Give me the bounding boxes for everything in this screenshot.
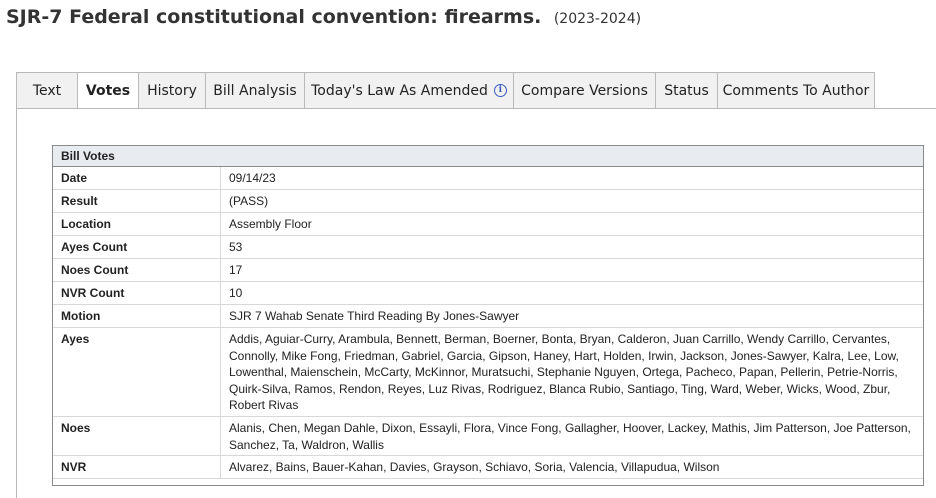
row-label: NVR Count: [53, 282, 221, 304]
row-label: Ayes: [53, 328, 221, 416]
tab-label: Compare Versions: [521, 82, 648, 99]
row-label: Date: [53, 167, 221, 189]
tab-label: History: [147, 82, 197, 99]
tab-comments-to-author[interactable]: [718, 72, 875, 109]
tab-text[interactable]: [16, 72, 78, 109]
row-label: Motion: [53, 305, 221, 327]
tab-label: Votes: [85, 82, 131, 99]
session-label: (2023-2024): [553, 11, 642, 27]
nvr-count: 10: [229, 286, 243, 300]
vote-location: Assembly Floor: [229, 217, 312, 231]
tab-label: Today's Law As Amended: [311, 82, 488, 99]
tab-label: Text: [32, 82, 62, 99]
tab-label: Status: [664, 82, 709, 99]
tab-label: Bill Analysis: [213, 82, 297, 99]
page-title-row: [6, 6, 641, 28]
tab-history[interactable]: [139, 72, 206, 109]
table-row-nvr-count: [53, 282, 923, 305]
tab-label: Comments To Author: [722, 82, 870, 99]
row-label: Noes Count: [53, 259, 221, 281]
table-row-location: [53, 213, 923, 236]
vote-date: 09/14/23: [229, 171, 276, 185]
row-label: NVR: [53, 456, 221, 478]
row-label: Result: [53, 190, 221, 212]
vote-result: (PASS): [229, 194, 269, 208]
table-row-noes: [53, 417, 923, 456]
info-icon[interactable]: i: [494, 84, 507, 97]
bill-votes-header: Bill Votes: [53, 146, 923, 167]
noes-count: 17: [229, 263, 243, 277]
tab-todays-law-as-amended[interactable]: [305, 72, 514, 109]
nvr-list: Alvarez, Bains, Bauer-Kahan, Davies, Grayson, Schiavo, Soria, Valencia, Villapudua, Wilson: [229, 460, 720, 474]
tab-compare-versions[interactable]: [514, 72, 656, 109]
tab-bar: [16, 72, 875, 109]
bill-votes-table: [52, 145, 924, 486]
table-row-result: [53, 190, 923, 213]
noes-list: Alanis, Chen, Megan Dahle, Dixon, Essayli, Flora, Vince Fong, Gallagher, Hoover, Lackey, Mathis, Jim Patterson, Joe Patterson, Sanchez, Ta, Waldron, Wallis: [229, 421, 911, 452]
ayes-list: Addis, Aguiar-Curry, Arambula, Bennett, Berman, Boerner, Bonta, Bryan, Calderon, Juan Carrillo, Wendy Carrillo, Cervantes, Connolly, Mike Fong, Friedman, Gabriel, Garcia, Gipson, Haney, Hart, Holden, Irwin, Jackson, Jones-Sawyer, Kalra, Lee, Low, Lowenthal, Maienschein, McCarty, McKinnor, Muratsuchi, Stephanie Nguyen, Ortega, Pacheco, Papan, Pellerin, Petrie-Norris, Quirk-Silva, Ramos, Rendon, Reyes, Luz Rivas, Rodriguez, Blanca Rubio, Santiago, Ting, Ward, Weber, Wicks, Wood, Zbur, Robert Rivas: [229, 332, 899, 412]
ayes-count: 53: [229, 240, 243, 254]
table-row-ayes-count: [53, 236, 923, 259]
tab-votes[interactable]: [78, 72, 139, 109]
tab-bill-analysis[interactable]: [206, 72, 305, 109]
table-row-nvr: [53, 456, 923, 479]
table-row-ayes: [53, 328, 923, 417]
row-label: Ayes Count: [53, 236, 221, 258]
row-label: Noes: [53, 417, 221, 455]
tab-status[interactable]: [656, 72, 718, 109]
page-title: SJR-7 Federal constitutional convention: firearms.: [6, 6, 542, 28]
row-label: Location: [53, 213, 221, 235]
table-row-motion: [53, 305, 923, 328]
table-row-date: [53, 167, 923, 190]
table-row-noes-count: [53, 259, 923, 282]
vote-motion: SJR 7 Wahab Senate Third Reading By Jones-Sawyer: [229, 309, 520, 323]
